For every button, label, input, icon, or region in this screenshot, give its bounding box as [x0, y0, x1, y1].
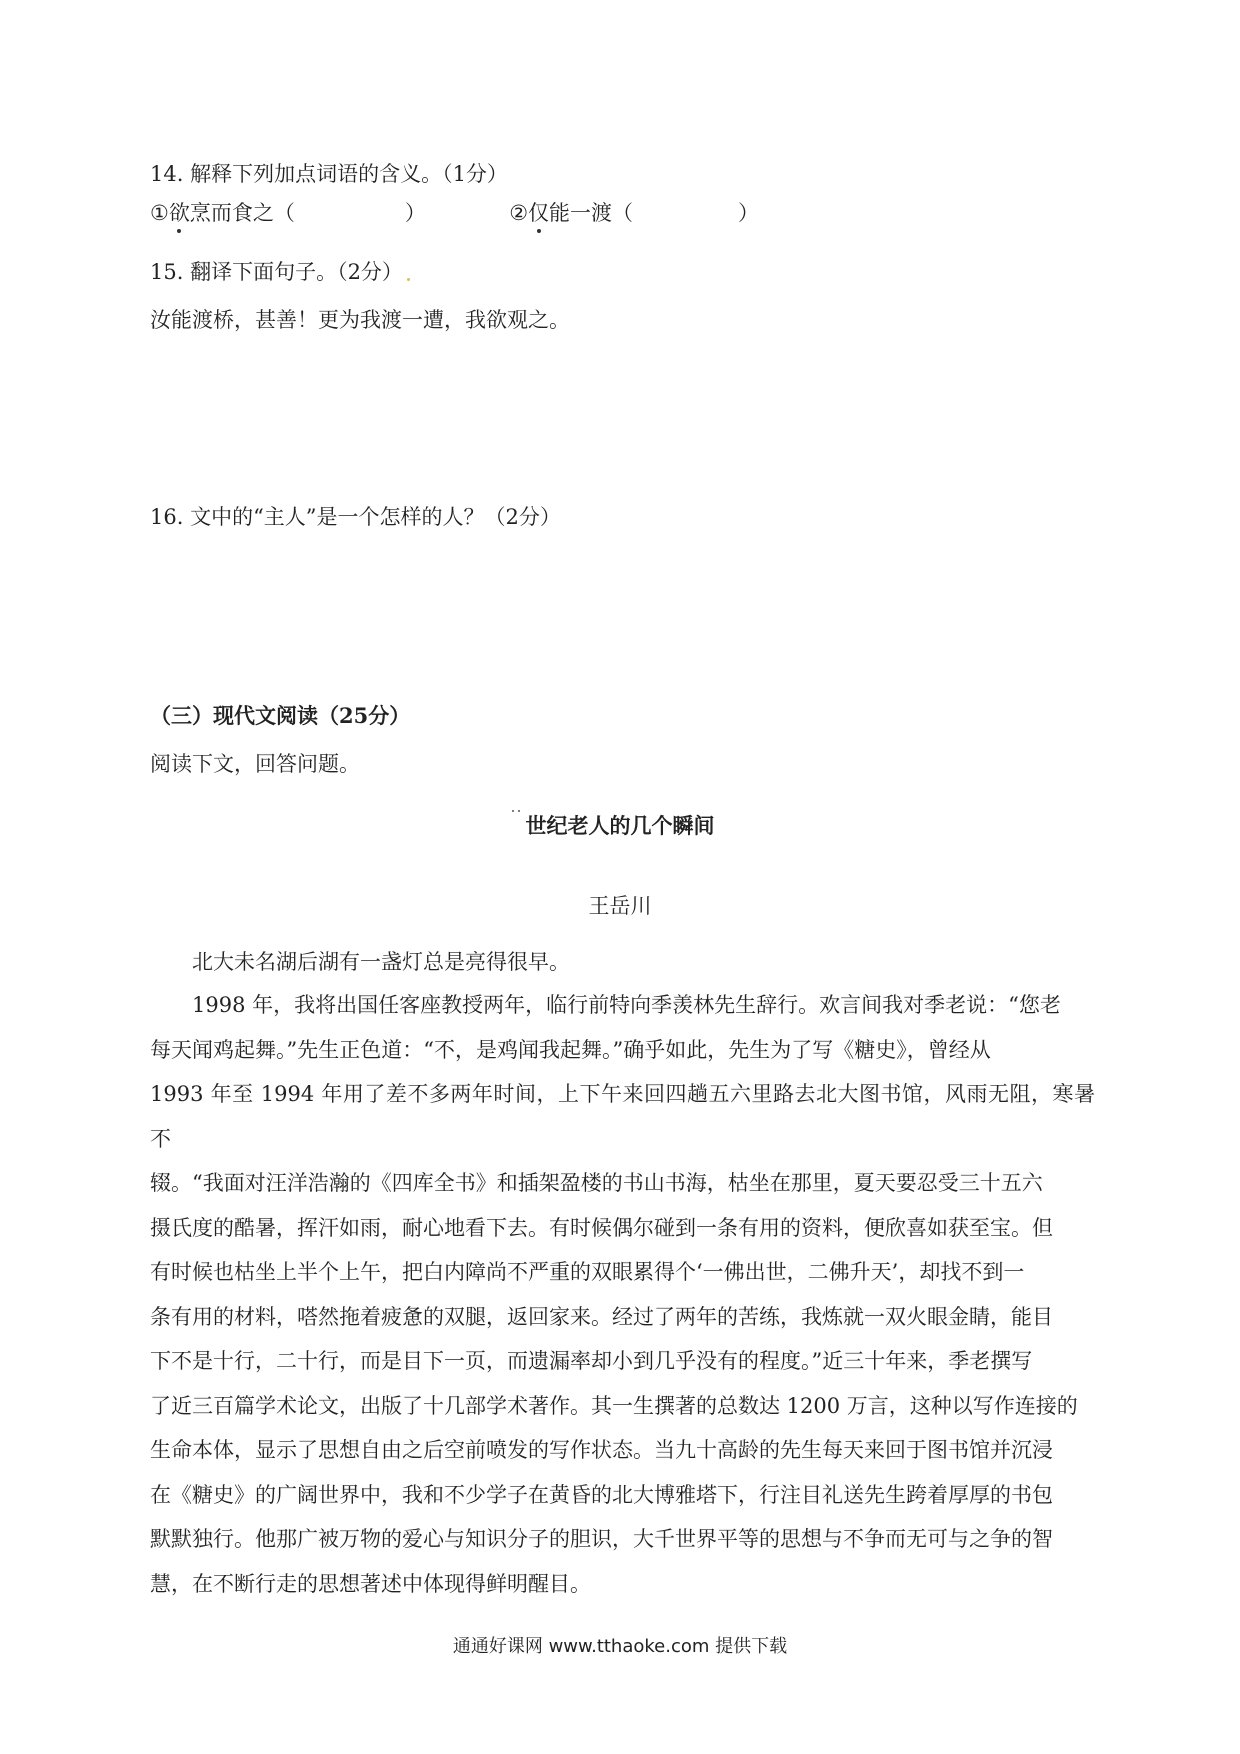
question-15: 15. 翻译下面句子。（2分）: [150, 260, 403, 284]
paragraph-line: 1998 年，我将出国任客座教授两年，临行前特向季羡林先生辞行。欢言间我对季老说：“您老: [192, 993, 1061, 1017]
article-paragraph-1: 北大未名湖后湖有一盏灯总是亮得很早。: [192, 950, 570, 974]
paragraph-line: 生命本体，显示了思想自由之后空前喷发的写作状态。当九十高龄的先生每天来回于图书馆并沉浸: [150, 1438, 1053, 1462]
item-2-prefix: ②: [509, 201, 529, 225]
question-16: 16. 文中的“主人”是一个怎样的人？（2分）: [150, 505, 561, 529]
article-paragraph-2: [150, 983, 1095, 1606]
item-1-close: ）: [404, 201, 426, 225]
section-3-heading: （三）现代文阅读（25分）: [150, 703, 411, 728]
paragraph-line: 1993 年至 1994 年用了差不多两年时间，上下午来回四趟五六里路去北大图书馆，风雨无阻，寒暑不: [150, 1082, 1095, 1151]
paragraph-line: 默默独行。他那广被万物的爱心与知识分子的胆识，大千世界平等的思想与不争而无可与之争的智: [150, 1527, 1053, 1551]
paragraph-line: 在《糖史》的广阔世界中，我和不少学子在黄昏的北大博雅塔下，行注目礼送先生跨着厚厚的书包: [150, 1482, 1053, 1507]
page-footer: 通通好课网 www.tthaoke.com 提供下载: [452, 1636, 788, 1657]
paragraph-line: 条有用的材料，嗒然拖着疲惫的双腿，返回家来。经过了两年的苦练，我炼就一双火眼金睛，能目: [150, 1304, 1053, 1329]
item-2-close: ）: [738, 201, 760, 225]
paragraph-line: 辍。“我面对汪洋浩瀚的《四库全书》和插架盈楼的书山书海，枯坐在那里，夏天要忍受三十五六: [150, 1171, 1043, 1195]
item-1-text: 烹而食之（: [189, 201, 295, 225]
article-title: 世纪老人的几个瞬间: [525, 813, 715, 838]
item-2-dotted-char: 仅: [528, 201, 550, 225]
question-15-sentence: 汝能渡桥，甚善！更为我渡一遭，我欲观之。: [150, 308, 570, 332]
paragraph-line: 下不是十行，二十行，而是目下一页，而遗漏率却小到几乎没有的程度。”近三十年来，季老撰写: [150, 1349, 1033, 1373]
question-14-items: [150, 199, 759, 227]
item-2-text: 能一渡（: [549, 201, 634, 225]
paragraph-line: 有时候也枯坐上半个上午，把白内障尚不严重的双眼累得个‘一佛出世，二佛升天’，却找不到一: [150, 1260, 1025, 1284]
item-1-dotted-char: 欲: [168, 201, 190, 225]
paragraph-line: 慧，在不断行走的思想著述中体现得鲜明醒目。: [150, 1571, 591, 1596]
question-14: 14. 解释下列加点词语的含义。（1分）: [150, 162, 508, 186]
article-author: 王岳川: [588, 894, 652, 918]
paragraph-line: 每天闻鸡起舞。”先生正色道：“不，是鸡闻我起舞。”确乎如此，先生为了写《糖史》，曾经从: [150, 1037, 991, 1062]
section-3-instruction: 阅读下文，回答问题。: [150, 752, 360, 776]
paragraph-line: 摄氏度的酷暑，挥汗如雨，耐心地看下去。有时候偶尔碰到一条有用的资料，便欣喜如获至宝。但: [150, 1215, 1053, 1240]
paragraph-line: 了近三百篇学术论文，出版了十几部学术著作。其一生撰著的总数达 1200 万言，这种以写作连接的: [150, 1393, 1078, 1418]
scan-speck: [407, 278, 410, 281]
item-1-prefix: ①: [150, 201, 169, 225]
